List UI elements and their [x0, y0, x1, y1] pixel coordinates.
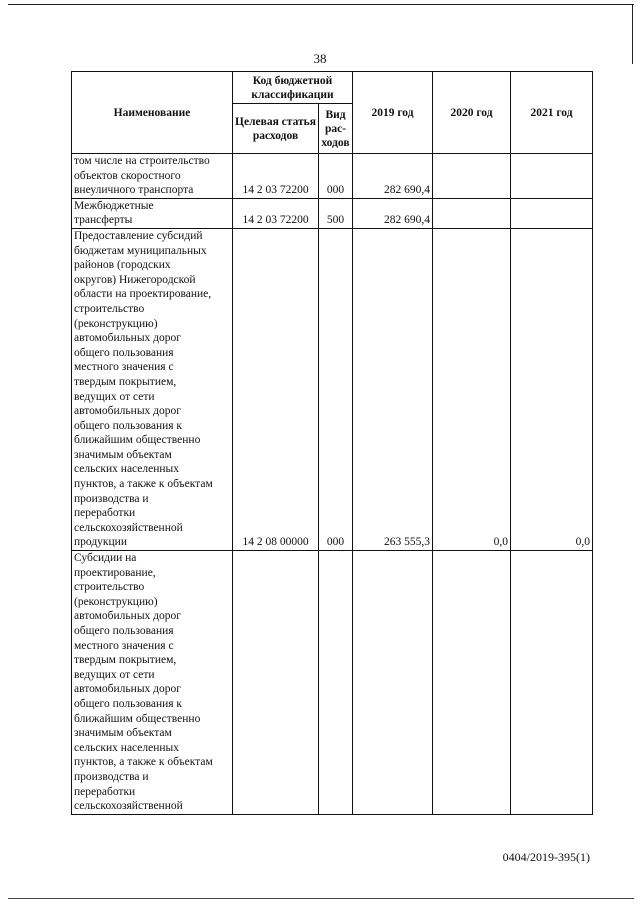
row-name: Субсидии на проектирование, строительство (реконструкцию) автомобильных дорог общего пользования местного значения с твердым покрытием, ведущих от сети автомобильных дорог общего пользования к ближайшим общественно значимым объектам сельских населенных пунктов, а также к объектам производства и переработки сельскохозяйственной	[72, 551, 233, 815]
row-2020	[433, 551, 511, 815]
row-kind: 000	[319, 154, 353, 199]
header-2021: 2021 год	[511, 72, 593, 154]
row-2019: 282 690,4	[353, 154, 433, 199]
row-kind: 000	[319, 228, 353, 550]
table-row	[72, 198, 593, 228]
row-2019	[353, 551, 433, 815]
header-code-group: Код бюджетной классификации	[233, 72, 353, 104]
row-target: 14 2 03 72200	[233, 198, 319, 228]
row-2021	[511, 551, 593, 815]
row-2021	[511, 154, 593, 199]
row-2021	[511, 198, 593, 228]
row-name: том числе на строительство объектов скоростного внеуличного транспорта	[72, 154, 233, 199]
table-row	[72, 154, 593, 199]
budget-table	[71, 71, 593, 815]
page-number: 38	[313, 51, 327, 66]
row-2020: 0,0	[433, 228, 511, 550]
row-name: Предоставление субсидий бюджетам муниципальных районов (городских округов) Нижегородской области на проектирование, строительство (реконструкцию) автомобильных дорог общего пользования местного значения с твердым покрытием, ведущих от сети автомобильных дорог общего пользования к ближайшим общественно значимым объектам сельских населенных пунктов, а также к объектам производства и переработки сельскохозяйственной продукции	[72, 228, 233, 550]
scan-edge-bottom	[8, 898, 634, 899]
row-2019: 263 555,3	[353, 228, 433, 550]
row-2021: 0,0	[511, 228, 593, 550]
row-target: 14 2 03 72200	[233, 154, 319, 199]
row-kind	[319, 551, 353, 815]
row-2019: 282 690,4	[353, 198, 433, 228]
row-target: 14 2 08 00000	[233, 228, 319, 550]
header-2019: 2019 год	[353, 72, 433, 154]
header-kind: Вид рас-ходов	[319, 104, 353, 154]
row-target	[233, 551, 319, 815]
header-target: Целевая статья расходов	[233, 104, 319, 154]
header-name: Наименование	[72, 72, 233, 154]
row-kind: 500	[319, 198, 353, 228]
scan-edge-top	[8, 4, 634, 5]
table-row	[72, 551, 593, 815]
table-row	[72, 228, 593, 550]
row-2020	[433, 154, 511, 199]
row-2020	[433, 198, 511, 228]
header-2020: 2020 год	[433, 72, 511, 154]
document-code: 0404/2019-395(1)	[502, 850, 590, 864]
row-name: Межбюджетные трансферты	[72, 198, 233, 228]
